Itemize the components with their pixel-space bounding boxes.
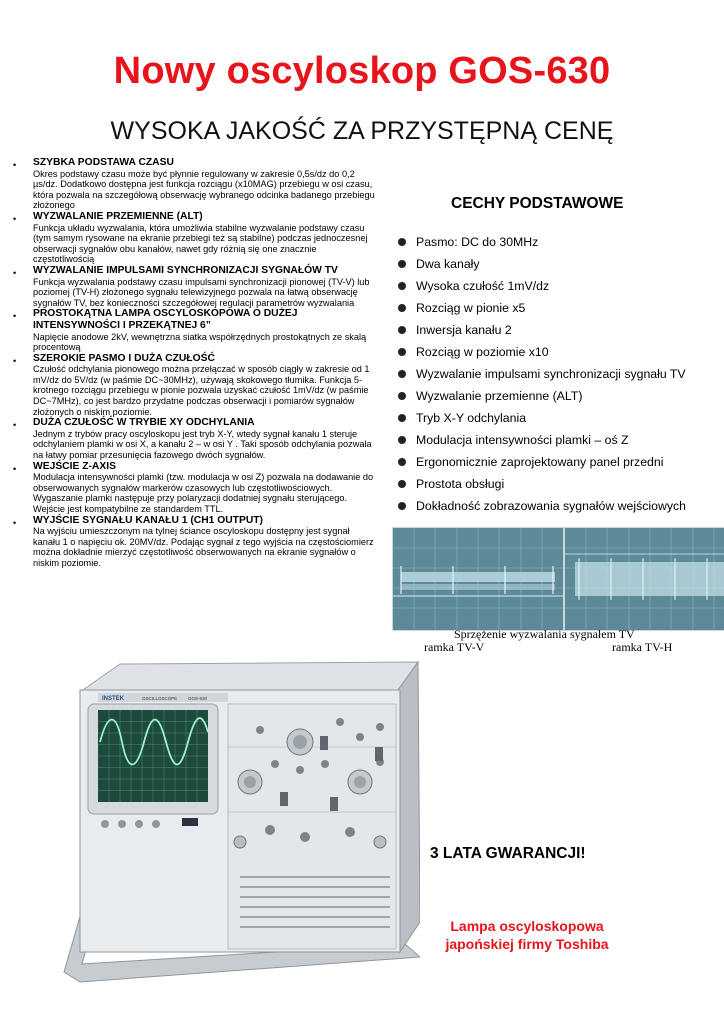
bullet-icon <box>398 304 406 312</box>
bullet-icon: • <box>13 311 17 322</box>
feature-item <box>12 461 378 515</box>
page-subtitle: WYSOKA JAKOŚĆ ZA PRZYSTĘPNĄ CENĘ <box>110 117 614 145</box>
tv-h-waveform-image <box>564 527 724 631</box>
page-title: Nowy oscyloskop GOS-630 <box>113 50 611 92</box>
cechy-list <box>398 234 718 520</box>
bullet-icon <box>398 502 406 510</box>
caption-right: ramka TV-H <box>612 640 673 654</box>
list-item: Dwa kanały <box>398 256 718 278</box>
model-number: GOS-630 <box>188 696 208 701</box>
list-item: Wyzwalanie impulsami synchronizacji sygnału TV <box>398 366 718 388</box>
feature-heading: SZYBKA PODSTAWA CZASU <box>33 157 174 168</box>
feature-text: Napięcie anodowe 2kV, wewnętrzna siatka współrzędnych prostokątnych ze skalą procentową <box>33 331 367 353</box>
bullet-icon: • <box>13 420 17 431</box>
bullet-icon <box>398 282 406 290</box>
bullet-icon <box>398 414 406 422</box>
list-item: Tryb X-Y odchylania <box>398 410 718 432</box>
feature-heading: DUŻA CZUŁOŚĆ W TRYBIE XY ODCHYLANIA <box>33 417 255 429</box>
brand-label: INSTEK <box>102 696 125 702</box>
bullet-icon <box>398 392 406 400</box>
feature-text: Jednym z trybów pracy oscyloskopu jest tryb X-Y, wtedy sygnał kanału 1 steruje odchylaniem plamki w osi X, a kanału 2 – w osi Y . Taki sposób odchylania pozwala na łatwy pomiar przesunięcia fazowego dwóch sygnałów. <box>33 428 372 461</box>
bullet-icon: • <box>13 267 17 278</box>
features-list <box>12 157 378 569</box>
bullet-icon <box>398 326 406 334</box>
feature-heading: PROSTOKĄTNA LAMPA OSCYLOSKOPOWA O DUŻEJ INTENSYWNOŚCI I PRZEKĄTNEJ 6” <box>33 308 298 331</box>
list-item: Pasmo: DC do 30MHz <box>398 234 718 256</box>
toshiba-note <box>410 917 644 953</box>
toshiba-line-1: Lampa oscyloskopowa <box>450 918 604 934</box>
feature-heading: WEJŚCIE Z-AXIS <box>33 460 116 472</box>
feature-text: Funkcja układu wyzwalania, która umożliwia stabilne wyzwalanie podstawy czasu (tym samym rysowane na ekranie przebiegi też są stabilne) podczas jednoczesnej obserwacji sygnałów obu kanałów, nawet gdy różnią się one znacznie częstotliwością <box>33 222 368 265</box>
caption-left: ramka TV-V <box>424 640 485 654</box>
oscilloscope-photo <box>60 652 420 1007</box>
feature-item <box>12 308 378 352</box>
feature-item <box>12 353 378 418</box>
bullet-icon: • <box>13 517 17 528</box>
feature-heading: SZEROKIE PASMO I DUŻA CZUŁOŚĆ <box>33 352 215 364</box>
bullet-icon <box>398 480 406 488</box>
list-item: Wysoka czułość 1mV/dz <box>398 278 718 300</box>
bullet-icon <box>398 436 406 444</box>
bullet-icon: • <box>13 160 17 170</box>
list-item: Modulacja intensywności plamki – oś Z <box>398 432 718 454</box>
bullet-icon: • <box>13 355 17 366</box>
feature-heading: WYZWALANIE IMPULSAMI SYNCHRONIZACJI SYGNAŁÓW TV <box>33 264 338 276</box>
tv-v-waveform-image <box>392 527 564 631</box>
feature-heading: WYJŚCIE SYGNAŁU KANAŁU 1 (CH1 OUTPUT) <box>33 514 263 526</box>
feature-text: Czułość odchylania pionowego można przełączać w sposób ciągły w zakresie od 1 mV/dz do 5V/dz (w paśmie DC~30MHz), używają skokowego tłumika. Funkcja 5-krotnego rozciągu przebiegu w pionie pozwala uzyskać czułość 1mV/dz (w paśmie DC~7MHz), co jest bardzo przydatne podczas obserwacji i pomiarów sygnałów złożonych o niskim poziomie. <box>33 364 370 417</box>
feature-text: Modulacja intensywności plamki (tzw. modulacja w osi Z) pozwala na dodawanie do obserwowanych sygnałów markerów czasowych lub częstotliwościowych. Wygaszanie plamki następuje przy polaryzacji dodatniej sygnału sterującego. Wejście jest kompatybilne ze standardem TTL. <box>33 472 374 514</box>
feature-item <box>12 417 378 460</box>
feature-item <box>12 265 378 308</box>
bullet-icon <box>398 370 406 378</box>
feature-text: Okres podstawy czasu może być płynnie regulowany w zakresie 0,5s/dz do 0,2 µs/dz. Dodatkowo dostępna jest funkcja rozciągu (x10MAG) przebiegu w osi czasu, która pozwala na szczegółową obserwację wybranego odcinka badanego przebiegu złożonego <box>33 168 375 211</box>
list-item: Inwersja kanału 2 <box>398 322 718 344</box>
bullet-icon <box>398 238 406 246</box>
bullet-icon <box>398 458 406 466</box>
feature-text: Na wyjściu umieszczonym na tylnej ściance oscyloskopu dostępny jest sygnał kanału 1 o napięciu ok. 20MV/dz. Podając sygnał z tego wyjścia na częstościomierz można dokładnie mierzyć częstotliwość obserwowanych na ekranie sygnałów o niskim poziomie. <box>33 526 374 568</box>
bullet-icon <box>398 348 406 356</box>
warranty-text: 3 LATA GWARANCJI! <box>430 845 586 862</box>
list-item: Dokładność zobrazowania sygnałów wejściowych <box>398 498 718 520</box>
feature-item <box>12 515 378 569</box>
list-item: Wyzwalanie przemienne (ALT) <box>398 388 718 410</box>
caption-main: Sprzężenie wyzwalania sygnałem TV <box>454 627 635 641</box>
feature-heading: WYZWALANIE PRZEMIENNE (ALT) <box>33 210 203 222</box>
bullet-icon: • <box>13 463 17 474</box>
model-label-text: OSCILLOSCOPE <box>142 696 178 701</box>
list-item: Rozciąg w poziomie x10 <box>398 344 718 366</box>
feature-text: Funkcja wyzwalania podstawy czasu impulsami synchronizacji pionowej (TV-V) lub poziomej (TV-H) złożonego sygnału telewizyjnego pozwala na łatwą obserwację sygnałów TV, bez konieczności szczegółowej regulacji parametrów wyzwalania <box>33 276 370 308</box>
bullet-icon <box>398 260 406 268</box>
list-item: Rozciąg w pionie x5 <box>398 300 718 322</box>
list-item: Ergonomicznie zaprojektowany panel przedni <box>398 454 718 476</box>
bullet-icon: • <box>13 213 17 224</box>
cechy-heading: CECHY PODSTAWOWE <box>451 195 624 212</box>
list-item: Prostota obsługi <box>398 476 718 498</box>
feature-item <box>12 211 378 265</box>
toshiba-line-2: japońskiej firmy Toshiba <box>445 936 609 952</box>
feature-item <box>12 157 378 211</box>
